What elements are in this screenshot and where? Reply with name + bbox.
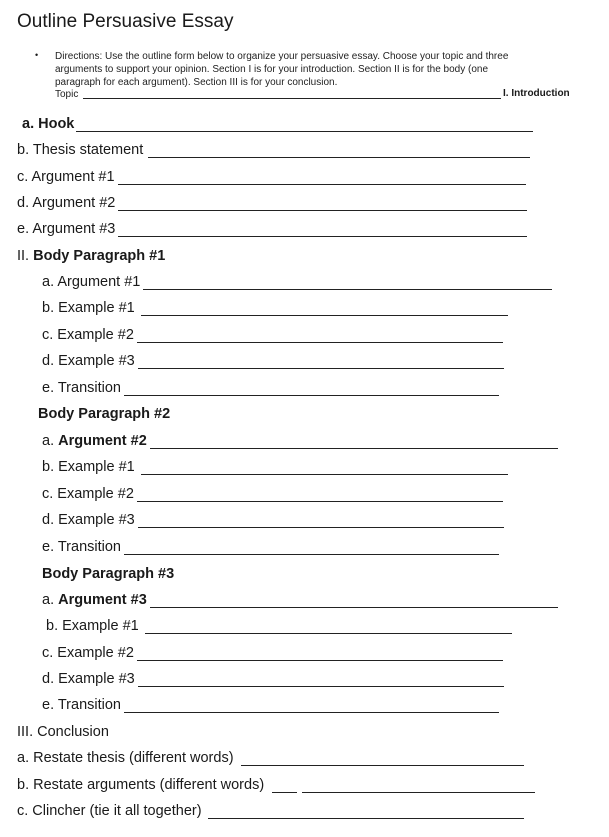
clincher-field[interactable] xyxy=(208,818,524,819)
body-paragraph-1-title: Body Paragraph #1 xyxy=(33,248,166,264)
intro-label: I. Introduction xyxy=(503,88,570,99)
thesis-field[interactable] xyxy=(148,157,530,158)
intro-argument-2-field[interactable] xyxy=(118,210,527,211)
p2-argument-text: Argument #2 xyxy=(58,433,147,449)
p3-example-3-label: d. Example #3 xyxy=(42,671,135,687)
p1-example-1-label: b. Example #1 xyxy=(42,300,135,316)
p1-transition-field[interactable] xyxy=(124,395,499,396)
restate-thesis-label: a. Restate thesis (different words) xyxy=(17,750,234,766)
p3-example-2-field[interactable] xyxy=(137,660,503,661)
intro-argument-1-label: c. Argument #1 xyxy=(17,169,115,185)
body-paragraph-2-title: Body Paragraph #2 xyxy=(38,406,171,422)
p3-argument-field[interactable] xyxy=(150,607,558,608)
p2-example-3-field[interactable] xyxy=(138,527,504,528)
body-paragraph-3-title: Body Paragraph #3 xyxy=(42,566,175,582)
restate-arguments-field[interactable] xyxy=(302,792,535,793)
body-paragraph-2-heading xyxy=(38,406,170,423)
intro-argument-3-label: e. Argument #3 xyxy=(17,221,116,237)
page-title: Outline Persuasive Essay xyxy=(17,11,234,32)
p2-example-1-field[interactable] xyxy=(141,474,508,475)
p2-argument-field[interactable] xyxy=(150,448,558,449)
p3-example-2-label: c. Example #2 xyxy=(42,645,134,661)
p1-example-1-field[interactable] xyxy=(141,315,508,316)
conclusion-heading: III. Conclusion xyxy=(17,724,109,740)
p1-transition-label: e. Transition xyxy=(42,380,121,396)
restate-arguments-field-short[interactable] xyxy=(272,792,297,793)
p1-argument-label: a. Argument #1 xyxy=(42,274,141,290)
p2-argument-prefix: a. xyxy=(42,433,59,449)
directions-line-2: arguments to support your opinion. Section I is for your introduction. Section II is for the body (one xyxy=(55,64,489,75)
p3-example-1-field[interactable] xyxy=(145,633,512,634)
body-paragraph-1-heading xyxy=(17,248,165,265)
directions-line-1: Directions: Use the outline form below to organize your persuasive essay. Choose your topic and three xyxy=(55,51,509,62)
body-paragraph-3-heading xyxy=(42,566,174,583)
p2-argument-label xyxy=(42,433,147,450)
intro-argument-3-field[interactable] xyxy=(118,236,527,237)
p3-argument-label xyxy=(42,592,147,609)
p3-argument-prefix: a. xyxy=(42,592,59,608)
body-section-prefix: II. xyxy=(17,248,34,264)
hook-label xyxy=(22,116,74,133)
thesis-label: b. Thesis statement xyxy=(17,142,144,158)
p2-transition-label: e. Transition xyxy=(42,539,121,555)
hook-text: a. Hook xyxy=(22,116,75,132)
intro-argument-2-label: d. Argument #2 xyxy=(17,195,116,211)
p3-example-3-field[interactable] xyxy=(138,686,504,687)
p1-argument-field[interactable] xyxy=(143,289,552,290)
p3-argument-text: Argument #3 xyxy=(58,592,147,608)
p2-example-1-label: b. Example #1 xyxy=(42,459,135,475)
topic-label: Topic xyxy=(55,89,79,100)
p1-example-2-field[interactable] xyxy=(137,342,503,343)
p3-example-1-label: b. Example #1 xyxy=(46,618,139,634)
p1-example-2-label: c. Example #2 xyxy=(42,327,134,343)
restate-thesis-field[interactable] xyxy=(241,765,524,766)
restate-arguments-label: b. Restate arguments (different words) xyxy=(17,777,265,793)
bullet-icon: • xyxy=(35,50,39,60)
p1-example-3-label: d. Example #3 xyxy=(42,353,135,369)
hook-field[interactable] xyxy=(76,131,533,132)
p3-transition-field[interactable] xyxy=(124,712,499,713)
intro-argument-1-field[interactable] xyxy=(118,184,526,185)
clincher-label: c. Clincher (tie it all together) xyxy=(17,803,202,819)
topic-field[interactable] xyxy=(83,98,501,99)
p2-transition-field[interactable] xyxy=(124,554,499,555)
p2-example-3-label: d. Example #3 xyxy=(42,512,135,528)
p2-example-2-field[interactable] xyxy=(137,501,503,502)
p2-example-2-label: c. Example #2 xyxy=(42,486,134,502)
p3-transition-label: e. Transition xyxy=(42,697,121,713)
p1-example-3-field[interactable] xyxy=(138,368,504,369)
directions-line-3: paragraph for each argument). Section III is for your conclusion. xyxy=(55,77,338,88)
